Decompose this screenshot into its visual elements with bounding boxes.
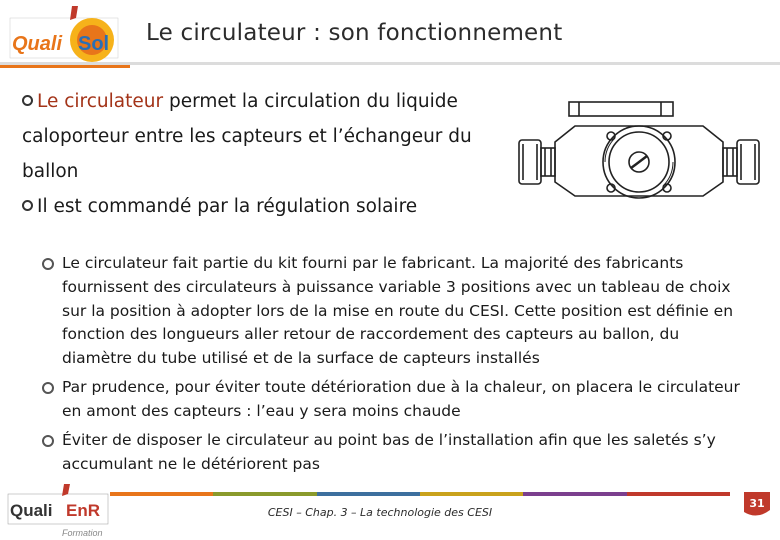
qualienr-formation-logo bbox=[6, 484, 114, 540]
logo-text-enr: EnR bbox=[66, 501, 100, 520]
sub-bullet-low-point bbox=[42, 429, 742, 477]
bullet-regulation bbox=[22, 189, 512, 224]
footer-bar-segment bbox=[317, 492, 420, 496]
footer-bar-segment bbox=[110, 492, 213, 496]
sub-bullet-kit bbox=[42, 252, 742, 371]
bullet-text: permet la circulation du liquide caloporteur entre les capteurs et l’échangeur du ballon bbox=[22, 91, 472, 182]
logo-text-formation: Formation bbox=[62, 528, 103, 538]
bullet-circle-icon bbox=[42, 258, 54, 270]
accent-term: Le circulateur bbox=[37, 91, 164, 112]
logo-text-sol: Sol bbox=[78, 33, 110, 55]
footer-bar-segment bbox=[627, 492, 730, 496]
footer-color-bar bbox=[110, 492, 730, 496]
logo-text-quali: Quali bbox=[12, 33, 63, 55]
sub-bullet-prudence bbox=[42, 376, 742, 424]
slide-title: Le circulateur : son fonctionnement bbox=[146, 20, 563, 46]
logo-text-quali: Quali bbox=[10, 501, 53, 520]
header-divider bbox=[0, 62, 780, 68]
footer-caption: CESI – Chap. 3 – La technologie des CESI bbox=[267, 506, 493, 519]
sub-bullet-text: Par prudence, pour éviter toute détérioration due à la chaleur, on placera le circulateur en amont des capteurs : l’eau y sera moins chaude bbox=[62, 378, 740, 420]
page-number: 31 bbox=[749, 497, 765, 510]
bullet-circle-icon bbox=[22, 95, 33, 106]
circulator-pump-illustration bbox=[515, 96, 763, 214]
qualisol-logo bbox=[6, 4, 122, 62]
bullet-text: Il est commandé par la régulation solaire bbox=[37, 196, 418, 217]
bullet-circulator-role bbox=[22, 84, 512, 189]
bullet-circle-icon bbox=[22, 200, 33, 211]
footer-bar-segment bbox=[523, 492, 626, 496]
page-number-badge bbox=[742, 490, 772, 520]
footer-bar-segment bbox=[420, 492, 523, 496]
footer-bar-segment bbox=[213, 492, 316, 496]
sub-bullet-text: Éviter de disposer le circulateur au point bas de l’installation afin que les saletés s’y accumulant ne le détériorent pas bbox=[62, 431, 716, 473]
bullet-circle-icon bbox=[42, 435, 54, 447]
sub-bullet-text: Le circulateur fait partie du kit fourni par le fabricant. La majorité des fabricants fournissent des circulateurs à puissance variable 3 positions avec un tableau de choix sur la position à adopter lors de la mise en route du CESI. Cette position est définie en fonction des longueurs aller retour de raccordement des capteurs au ballon, du diamètre du tube utilisé et de la surface de capteurs installés bbox=[62, 254, 734, 368]
bullet-circle-icon bbox=[42, 382, 54, 394]
